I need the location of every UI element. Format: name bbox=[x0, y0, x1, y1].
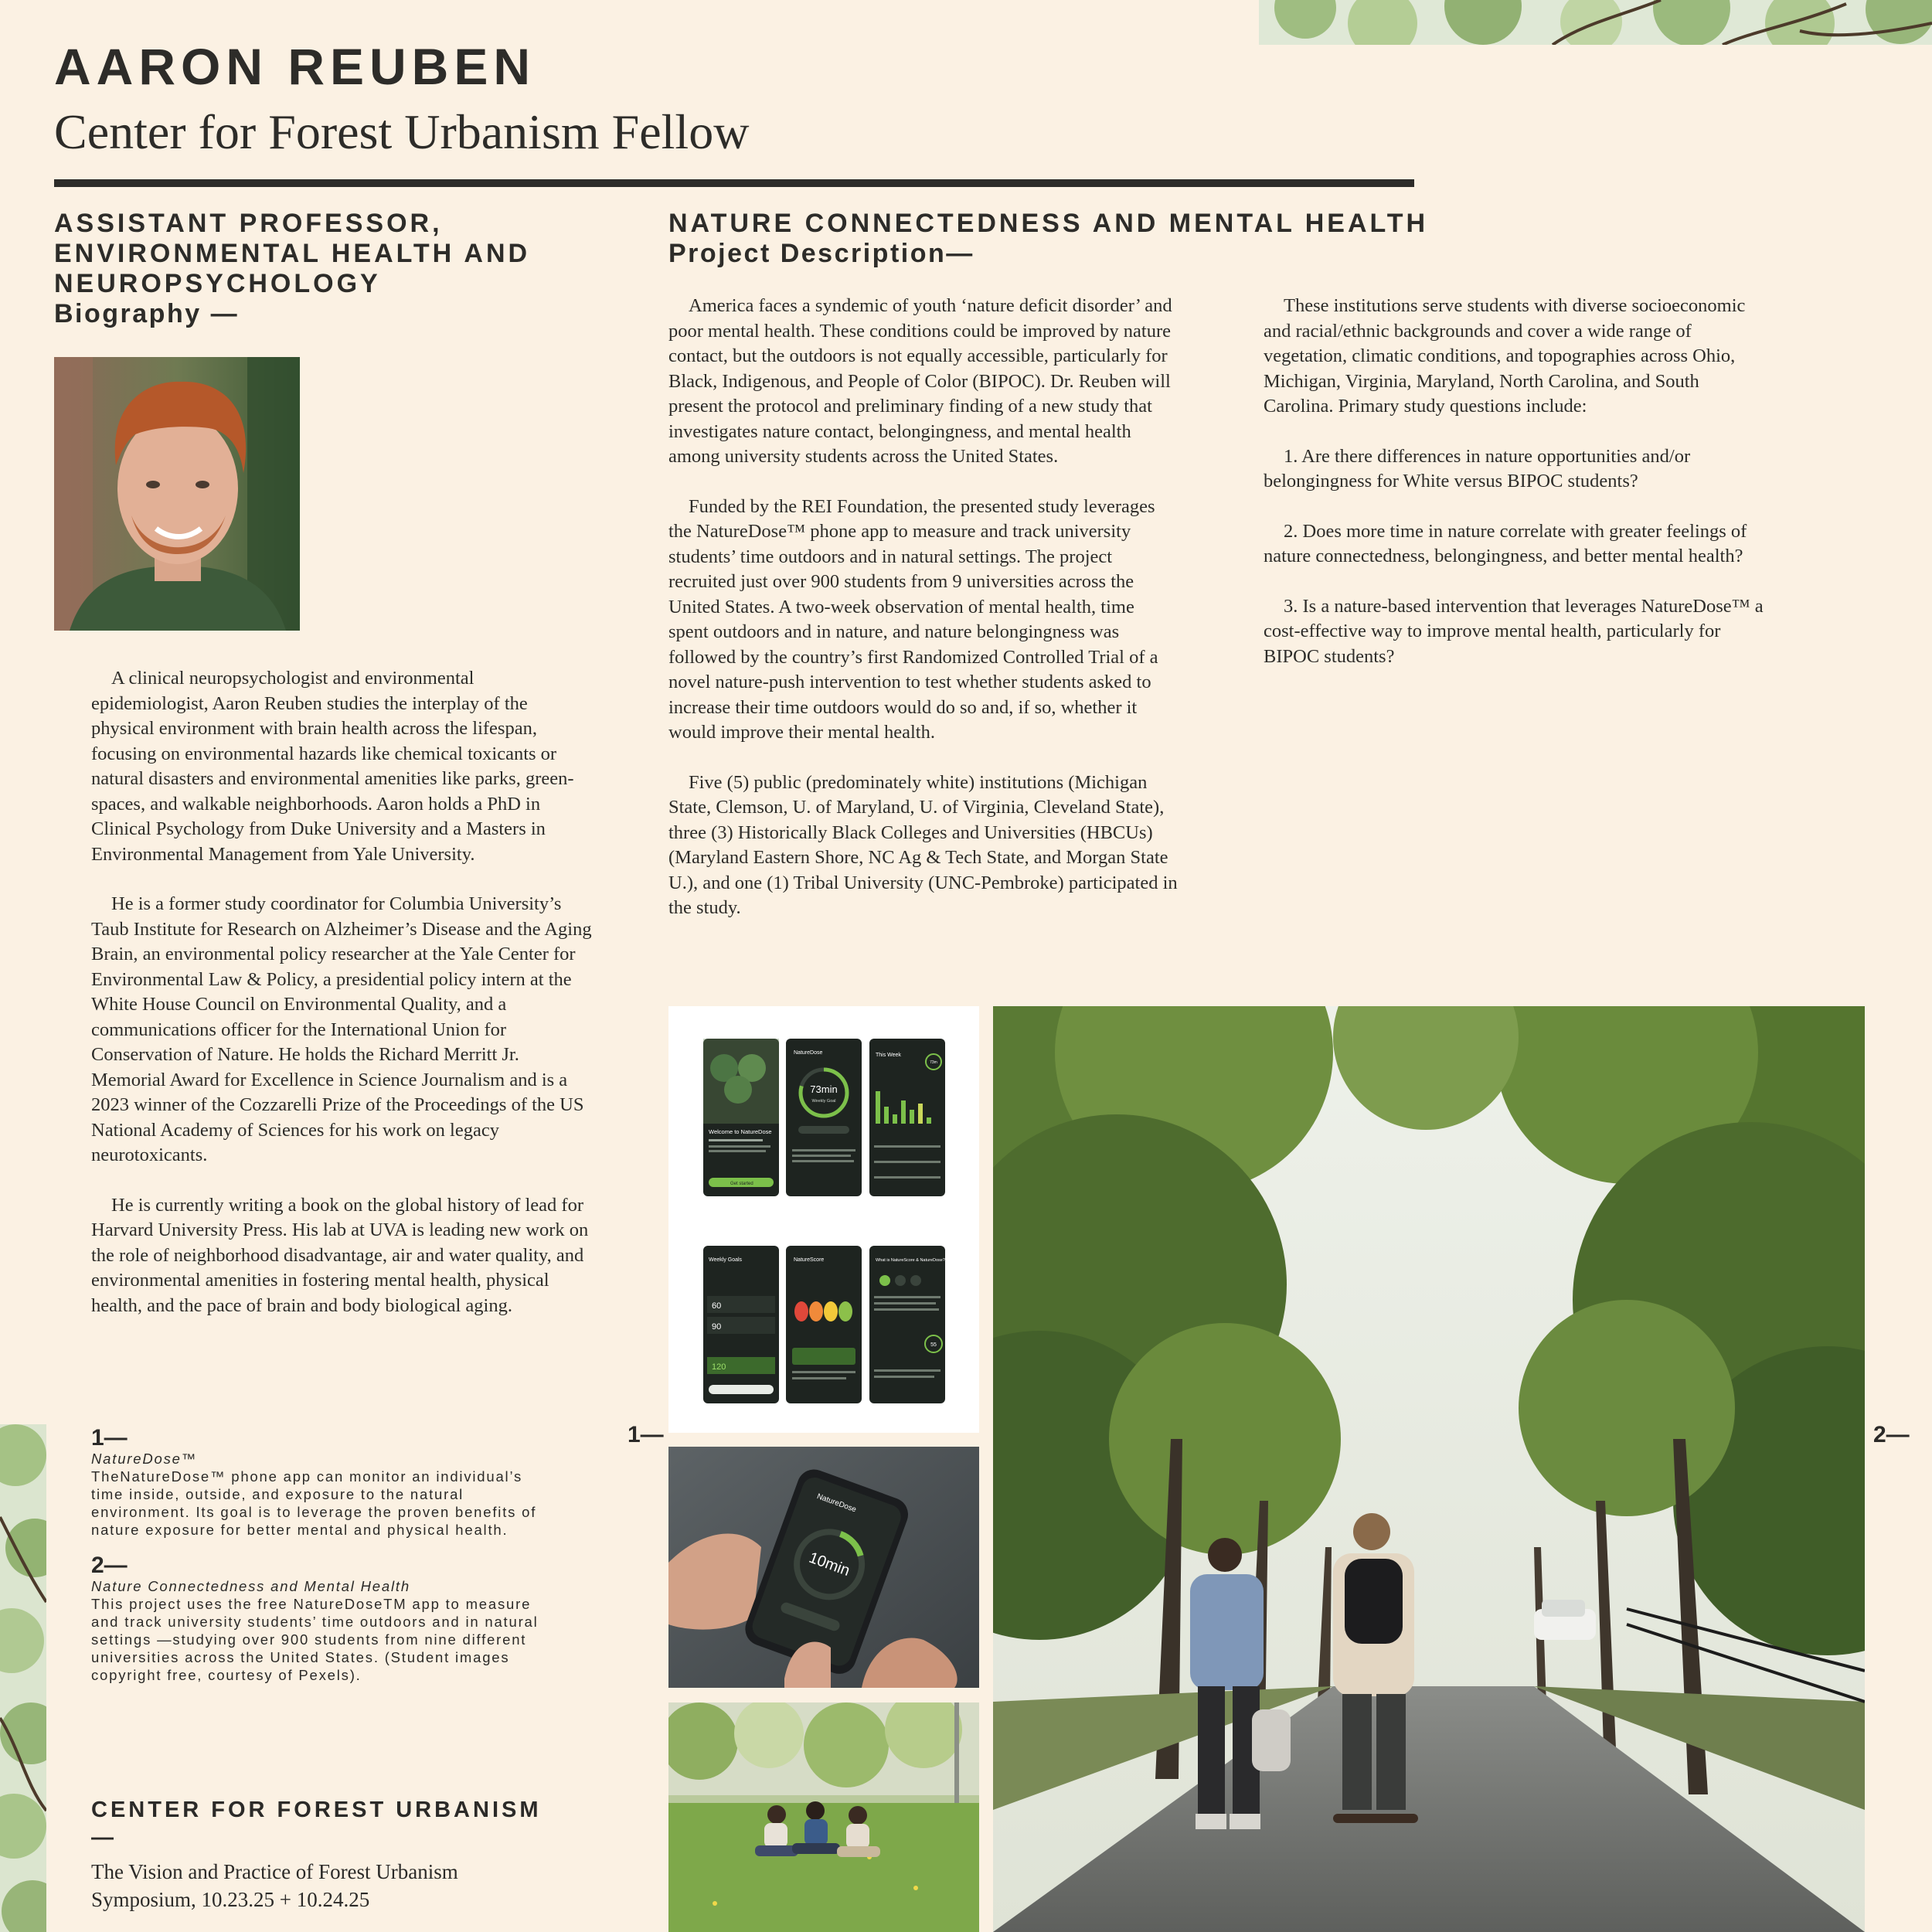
score-badge: 55 bbox=[930, 1342, 937, 1348]
fellowship-title: Center for Forest Urbanism Fellow bbox=[54, 104, 750, 159]
project-heading bbox=[668, 209, 1441, 269]
goal-option[interactable]: 90 bbox=[712, 1322, 722, 1332]
this-week-title: This Week bbox=[876, 1053, 901, 1058]
project-paragraph: Funded by the REI Foundation, the presented study leverages the NatureDose™ phone app to measure and track university students’ time outdoors and in natural settings. The project recruited just over 900 students from 9 universities across the United States. A two-week observation of mental health, time spent outdoors and in nature, and nature belongingness was followed by the country’s first Randomized Controlled Trial of a novel nature-push intervention to test whether students asked to increase their time outdoors would do so and, if so, whether it would improve their mental health. bbox=[668, 495, 1158, 743]
footer-heading: CENTER FOR FOREST URBANISM bbox=[91, 1798, 542, 1822]
students-in-park-photo bbox=[668, 1702, 979, 1932]
bio-paragraph: He is currently writing a book on the global history of lead for Harvard University Press. His lab at UVA is leading new work on the role of neighborhood disadvantage, air and water quality, and environmental amenities in fostering mental health, physical health, and the pace of brain and body biological aging. bbox=[91, 1194, 589, 1316]
project-paragraph: America faces a syndemic of youth ‘nature deficit disorder’ and poor mental health. These conditions could be improved by nature contact, but the outdoors is not equally accessible, particularly for Black, Indigenous, and People of Color (BIPOC). Dr. Reuben will present the protocol and preliminary finding of a new study that investigates nature contact, belongingness, and mental health among university students across the United States. bbox=[668, 295, 1172, 467]
info-title: What is NatureScore & NatureDose? bbox=[876, 1258, 945, 1263]
welcome-screen bbox=[703, 1039, 779, 1196]
study-question: 1. Are there differences in nature opportunities and/or belongingness for White versus BIPOC students? bbox=[1264, 445, 1691, 492]
nature-score-screen bbox=[786, 1246, 862, 1403]
tree-canopy-photo-left bbox=[0, 1424, 46, 1932]
portrait-photo bbox=[54, 357, 300, 631]
weekly-goals-screen bbox=[703, 1246, 779, 1403]
phone-value: 10min bbox=[806, 1549, 852, 1580]
weekly-chart-screen bbox=[869, 1039, 945, 1196]
dose-value: 73min bbox=[810, 1083, 838, 1095]
figure-marker-1: 1— bbox=[628, 1422, 664, 1447]
get-started-button[interactable]: Get started bbox=[730, 1182, 753, 1186]
footnote-number: 2— bbox=[91, 1553, 128, 1578]
project-text-column-1 bbox=[668, 294, 1179, 946]
footnote-body: TheNatureDose™ phone app can monitor an individual’s time inside, outside, and exposure to the natural environment. Its goal is to leverage the proven benefits of nature exposure for better mental and physical health. bbox=[91, 1468, 537, 1538]
bio-text bbox=[91, 666, 594, 1343]
phone-brand: NatureDose bbox=[815, 1492, 858, 1515]
app-screens-image bbox=[668, 1006, 979, 1433]
project-title: NATURE CONNECTEDNESS AND MENTAL HEALTH bbox=[668, 209, 1429, 238]
project-subheading: Project Description— bbox=[668, 239, 975, 268]
dose-caption: Weekly Goal bbox=[811, 1099, 836, 1104]
tree-canopy-photo-top bbox=[1259, 0, 1932, 45]
info-screen bbox=[869, 1246, 945, 1403]
campus-walkway-photo bbox=[993, 1006, 1865, 1932]
study-question: 2. Does more time in nature correlate with greater feelings of nature connectedness, belongingness, and better mental health? bbox=[1264, 520, 1747, 566]
goal-option[interactable]: 60 bbox=[712, 1301, 722, 1311]
header-rule bbox=[54, 179, 1414, 187]
project-paragraph: These institutions serve students with diverse socioeconomic and racial/ethnic backgrounds and cover a wide range of vegetation, climatic conditions, and topographies across Ohio, Michigan, Virginia, Maryland, North Carolina, and South Carolina. Primary study questions include: bbox=[1264, 295, 1746, 417]
welcome-title: Welcome to NatureDose bbox=[709, 1128, 772, 1135]
dose-screen bbox=[786, 1039, 862, 1196]
project-text-column-2 bbox=[1264, 294, 1774, 694]
footnotes bbox=[91, 1427, 547, 1684]
goal-option[interactable]: 120 bbox=[712, 1362, 726, 1372]
footer bbox=[91, 1796, 570, 1913]
week-badge: 73m bbox=[930, 1060, 937, 1065]
footnote-body: This project uses the free NatureDoseTM app to measure and track university students’ time outdoors and in natural settings —studying over 900 students from nine different universities across the United States. (Student images copyright free, courtesy of Pexels). bbox=[91, 1596, 539, 1683]
study-question: 3. Is a nature-based intervention that leverages NatureDose™ a cost-effective way to improve mental health, particularly for BIPOC students? bbox=[1264, 595, 1764, 667]
score-brand: NatureScore bbox=[794, 1257, 825, 1263]
footnote bbox=[91, 1427, 547, 1539]
footnote-title: Nature Connectedness and Mental Health bbox=[91, 1578, 410, 1594]
footer-dash: — bbox=[91, 1825, 114, 1850]
figure-marker-2: 2— bbox=[1873, 1422, 1910, 1447]
dose-brand: NatureDose bbox=[794, 1050, 823, 1056]
footnote-number: 1— bbox=[91, 1425, 128, 1451]
bio-heading-line: NEUROPSYCHOLOGY bbox=[54, 269, 381, 298]
bio-paragraph: A clinical neuropsychologist and environmental epidemiologist, Aaron Reuben studies the interplay of the physical environment with brain health across the lifespan, focusing on environmental hazards like chemical toxicants or natural disasters and environmental amenities like parks, green-spaces, and walkable neighborhoods. Aaron holds a PhD in Clinical Psychology from Duke University and a Masters in Environmental Management from Yale University. bbox=[91, 668, 574, 865]
footer-event-line: The Vision and Practice of Forest Urbanism bbox=[91, 1860, 458, 1883]
bio-paragraph: He is a former study coordinator for Columbia University’s Taub Institute for Research on Alzheimer’s Disease and the Aging Brain, an environmental policy researcher at the Yale Center for Environmental Law & Policy, a presidential policy intern at the White House Council on Environmental Quality, and a communications officer for the International Union for Conservation of Nature. He holds the Richard Merritt Jr. Memorial Award for Excellence in Science Journalism and is a 2023 winner of the Cozzarelli Prize of the Proceedings of the US National Academy of Sciences for his work on legacy neurotoxicants. bbox=[91, 893, 592, 1165]
phone-in-hand-photo bbox=[668, 1447, 979, 1688]
footer-event-date: Symposium, 10.23.25 + 10.24.25 bbox=[91, 1888, 370, 1911]
person-name: AARON REUBEN bbox=[54, 38, 536, 95]
bio-heading-line: ASSISTANT PROFESSOR, bbox=[54, 209, 443, 238]
bio-heading bbox=[54, 209, 641, 329]
project-paragraph: Five (5) public (predominately white) institutions (Michigan State, Clemson, U. of Maryland, U. of Virginia, Cleveland State), three (3) Historically Black Colleges and Universities (HBCUs) (Maryland Eastern Shore, NC Ag & Tech State, and Morgan State U.), and one (1) Tribal University (UNC-Pembroke) participated in the study. bbox=[668, 771, 1178, 918]
footnote-title: NatureDose™ bbox=[91, 1451, 198, 1467]
bio-subheading: Biography — bbox=[54, 299, 240, 328]
footnote bbox=[91, 1554, 547, 1684]
weekly-goals-title: Weekly Goals bbox=[709, 1257, 743, 1263]
bio-heading-line: ENVIRONMENTAL HEALTH AND bbox=[54, 239, 531, 268]
